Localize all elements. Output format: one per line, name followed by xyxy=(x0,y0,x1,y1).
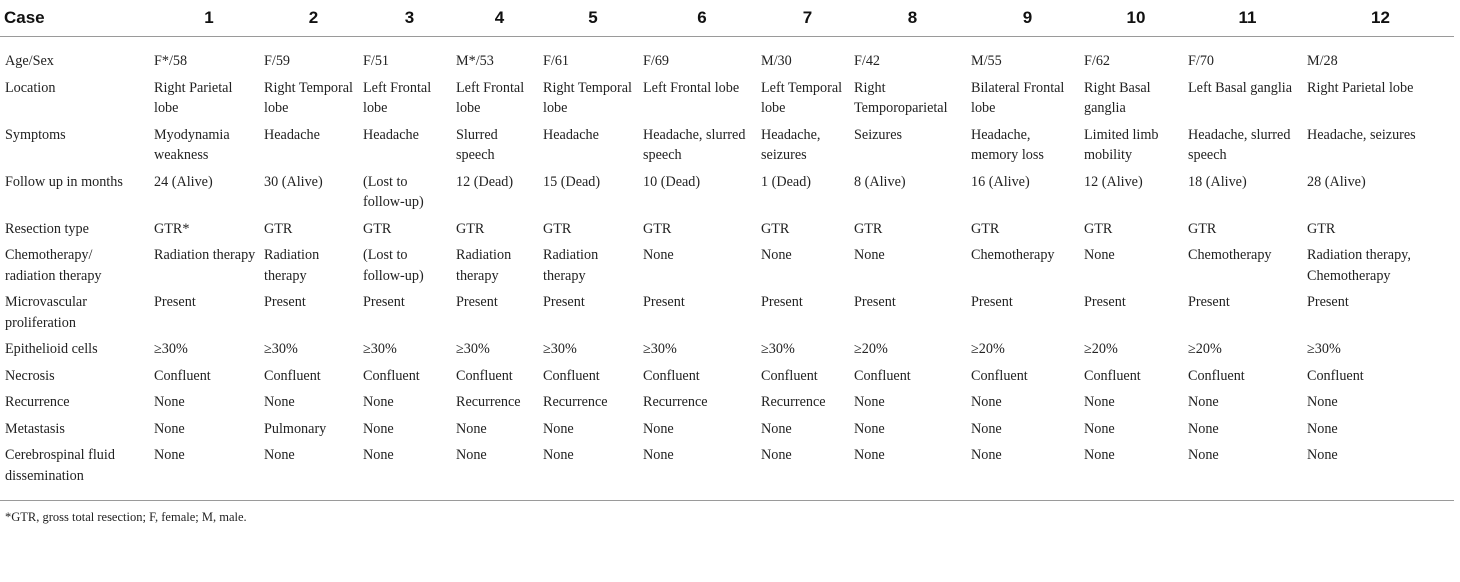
table-cell: Recurrence xyxy=(543,394,608,410)
table-cell: Present xyxy=(643,294,685,310)
table-cell: Present xyxy=(761,294,803,310)
table-cell: Headache, slurred speech xyxy=(643,126,746,163)
table-cell: GTR* xyxy=(154,220,190,237)
table-cell: Present xyxy=(1084,294,1126,310)
table-cell: Radiation therapy xyxy=(543,247,599,284)
table-footnote: *GTR, gross total resection; F, female; M, male. xyxy=(5,510,247,524)
table-cell: None xyxy=(154,394,185,410)
table-row xyxy=(0,245,1454,292)
table-cell: GTR xyxy=(854,220,883,237)
table-cell: None xyxy=(1307,445,1454,501)
table-cell: ≥30% xyxy=(363,341,397,357)
case-number-header: 10 xyxy=(1084,0,1188,37)
table-cell: None xyxy=(971,420,1002,437)
table-cell: None xyxy=(1307,420,1338,437)
table-row xyxy=(0,339,1454,366)
table-cell: Radiation therapy, Chemotherapy xyxy=(1307,247,1411,284)
table-header xyxy=(0,0,1454,37)
table-cell: ≥30% xyxy=(154,341,188,357)
table-cell: None xyxy=(154,420,185,437)
table-cell: 8 (Alive) xyxy=(854,173,906,190)
row-label: Microvascular proliferation xyxy=(5,294,87,331)
table-cell: Myodynamia weakness xyxy=(154,126,230,163)
case-number-header: 2 xyxy=(264,0,363,37)
table-cell: Slurred speech xyxy=(456,126,498,163)
table-cell: F/51 xyxy=(363,53,390,69)
table-cell: ≥30% xyxy=(1307,341,1341,357)
table-cell: None xyxy=(854,445,971,501)
table-cell: Limited limb mobility xyxy=(1084,126,1159,163)
table-cell: ≥30% xyxy=(643,341,677,357)
table-cell: None xyxy=(1084,247,1115,263)
table-cell: None xyxy=(854,247,885,263)
table-cell: M/55 xyxy=(971,53,1002,69)
table-cell: 28 (Alive) xyxy=(1307,173,1366,190)
table-cell: Headache, seizures xyxy=(1307,126,1416,143)
table-cell: F/42 xyxy=(854,53,881,69)
table-cell: Left Basal ganglia xyxy=(1188,79,1293,96)
table-cell: Left Frontal lobe xyxy=(643,79,740,96)
table-cell: Confluent xyxy=(854,367,911,384)
table-cell: None xyxy=(1307,394,1338,410)
table-cell: None xyxy=(264,445,363,501)
table-cell: 16 (Alive) xyxy=(971,173,1030,190)
table-cell: None xyxy=(971,394,1002,410)
table-cell: Confluent xyxy=(543,367,600,384)
table-cell: None xyxy=(456,420,487,437)
table-cell: None xyxy=(154,445,264,501)
table-cell: Headache, memory loss xyxy=(971,126,1044,163)
table-cell: 1 (Dead) xyxy=(761,173,812,190)
case-number-header: 1 xyxy=(154,0,264,37)
table-cell: F/69 xyxy=(643,53,670,69)
table-cell: Headache xyxy=(264,126,320,143)
table-cell: None xyxy=(1188,394,1219,410)
table-cell: Right Temporal lobe xyxy=(264,79,353,116)
table-row xyxy=(0,419,1454,446)
table-cell: Confluent xyxy=(456,367,513,384)
table-cell: Recurrence xyxy=(761,394,826,410)
table-cell: Left Frontal lobe xyxy=(456,79,525,116)
table-row xyxy=(0,78,1454,125)
row-label: Recurrence xyxy=(5,394,70,410)
table-cell: None xyxy=(363,445,456,501)
case-number-header: 4 xyxy=(456,0,543,37)
table-cell: Chemotherapy xyxy=(971,247,1055,263)
row-label: Age/Sex xyxy=(5,53,54,69)
case-number-header: 8 xyxy=(854,0,971,37)
table-row xyxy=(0,172,1454,219)
table-cell: Chemotherapy xyxy=(1188,247,1272,263)
table-cell: Right Parietal lobe xyxy=(154,79,233,116)
table-cell: 10 (Dead) xyxy=(643,173,701,190)
case-number-header: 7 xyxy=(761,0,854,37)
table-cell: None xyxy=(643,445,761,501)
table-cell: None xyxy=(854,420,885,437)
table-cell: (Lost to follow-up) xyxy=(363,173,424,210)
table-cell: Radiation therapy xyxy=(456,247,512,284)
table-row xyxy=(0,125,1454,172)
table-cell: None xyxy=(1084,445,1188,501)
table-cell: GTR xyxy=(264,220,293,237)
table-cell: GTR xyxy=(761,220,790,237)
case-column-header: Case xyxy=(0,0,154,37)
row-label: Chemotherapy/ radiation therapy xyxy=(5,247,102,284)
table-cell: Bilateral Frontal lobe xyxy=(971,79,1065,116)
table-cell: Confluent xyxy=(363,367,420,384)
table-cell: None xyxy=(264,394,295,410)
table-cell: Present xyxy=(363,294,405,310)
table-row xyxy=(0,292,1454,339)
table-cell: 18 (Alive) xyxy=(1188,173,1247,190)
table-cell: Present xyxy=(854,294,896,310)
table-cell: Confluent xyxy=(154,367,211,384)
table-cell: None xyxy=(854,394,885,410)
table-cell: Confluent xyxy=(264,367,321,384)
table-cell: 15 (Dead) xyxy=(543,173,601,190)
table-cell: F/70 xyxy=(1188,53,1215,69)
table-cell: None xyxy=(363,394,394,410)
row-label: Resection type xyxy=(5,220,89,237)
row-label: Necrosis xyxy=(5,367,55,384)
table-row xyxy=(0,219,1454,246)
table-cell: M*/53 xyxy=(456,53,494,69)
row-label: Symptoms xyxy=(5,126,66,143)
table-row xyxy=(0,445,1454,501)
table-cell: M/30 xyxy=(761,53,792,69)
table-cell: Seizures xyxy=(854,126,903,143)
table-cell: Confluent xyxy=(643,367,700,384)
row-label: Metastasis xyxy=(5,420,65,437)
table-cell: Present xyxy=(1188,294,1230,310)
table-cell: Recurrence xyxy=(456,394,521,410)
case-number-header: 9 xyxy=(971,0,1084,37)
case-number-header: 5 xyxy=(543,0,643,37)
table-cell: F*/58 xyxy=(154,53,188,69)
case-number-header: 11 xyxy=(1188,0,1307,37)
header-row xyxy=(0,0,1454,37)
row-label: Epithelioid cells xyxy=(5,341,98,357)
table-cell: None xyxy=(643,420,674,437)
table-cell: Confluent xyxy=(1307,367,1364,384)
table-cell: GTR xyxy=(1084,220,1113,237)
table-row xyxy=(0,366,1454,393)
table-cell: F/59 xyxy=(264,53,291,69)
table-cell: ≥30% xyxy=(543,341,577,357)
table-cell: F/61 xyxy=(543,53,570,69)
table-cell: None xyxy=(761,247,792,263)
table-cell: Pulmonary xyxy=(264,420,327,437)
table-cell: Left Frontal lobe xyxy=(363,79,432,116)
table-cell: ≥30% xyxy=(264,341,298,357)
table-cell: GTR xyxy=(456,220,485,237)
row-label: Location xyxy=(5,79,56,96)
table-cell: None xyxy=(363,420,394,437)
table-cell: Right Temporoparietal xyxy=(854,79,948,116)
table-cell: Radiation therapy xyxy=(264,247,320,284)
table-cell: (Lost to follow-up) xyxy=(363,247,424,284)
table-cell: Headache xyxy=(543,126,599,143)
table-cell: Recurrence xyxy=(643,394,708,410)
table-cell: None xyxy=(643,247,674,263)
table-cell: 12 (Alive) xyxy=(1084,173,1143,190)
table-cell: ≥30% xyxy=(761,341,795,357)
table-cell: 12 (Dead) xyxy=(456,173,514,190)
table-cell: Present xyxy=(971,294,1013,310)
table-cell: Present xyxy=(543,294,585,310)
table-cell: None xyxy=(761,445,854,501)
table-cell: None xyxy=(761,420,792,437)
table-cell: Right Basal ganglia xyxy=(1084,79,1151,116)
table-cell: ≥20% xyxy=(1188,341,1222,357)
table-cell: Headache, seizures xyxy=(761,126,821,163)
table-cell: Right Temporal lobe xyxy=(543,79,632,116)
table-cell: GTR xyxy=(971,220,1000,237)
table-cell: Headache xyxy=(363,126,419,143)
table-cell: GTR xyxy=(1307,220,1336,237)
row-label: Cerebrospinal fluid dissemination xyxy=(0,445,154,501)
table-cell: 24 (Alive) xyxy=(154,173,213,190)
table-cell: None xyxy=(543,420,574,437)
table-cell: ≥30% xyxy=(456,341,490,357)
table-cell: Radiation therapy xyxy=(154,247,256,263)
table-cell: Present xyxy=(264,294,306,310)
case-number-header: 6 xyxy=(643,0,761,37)
table-cell: None xyxy=(1188,445,1307,501)
table-cell: ≥20% xyxy=(971,341,1005,357)
table-cell: F/62 xyxy=(1084,53,1111,69)
table-cell: GTR xyxy=(363,220,392,237)
table-cell: None xyxy=(971,445,1084,501)
table-cell: GTR xyxy=(643,220,672,237)
row-label: Follow up in months xyxy=(5,173,123,190)
table-cell: GTR xyxy=(1188,220,1217,237)
table-cell: None xyxy=(1084,394,1115,410)
table-cell: GTR xyxy=(543,220,572,237)
table-body xyxy=(0,37,1454,501)
table-cell: Confluent xyxy=(971,367,1028,384)
table-cell: Confluent xyxy=(1188,367,1245,384)
table-cell: 30 (Alive) xyxy=(264,173,323,190)
table-cell: ≥20% xyxy=(854,341,888,357)
table-row xyxy=(0,37,1454,78)
case-number-header: 12 xyxy=(1307,0,1454,37)
table-cell: None xyxy=(543,445,643,501)
case-number-header: 3 xyxy=(363,0,456,37)
table-cell: None xyxy=(1084,420,1115,437)
table-cell: None xyxy=(1188,420,1219,437)
table-cell: M/28 xyxy=(1307,53,1338,69)
table-cell: Present xyxy=(456,294,498,310)
table-cell: Confluent xyxy=(761,367,818,384)
table-cell: Headache, slurred speech xyxy=(1188,126,1291,163)
table-cell: Present xyxy=(154,294,196,310)
table-cell: Confluent xyxy=(1084,367,1141,384)
table-cell: Left Temporal lobe xyxy=(761,79,843,116)
table-cell: None xyxy=(456,445,543,501)
table-cell: ≥20% xyxy=(1084,341,1118,357)
table-cell: Present xyxy=(1307,294,1349,310)
table-row xyxy=(0,392,1454,419)
table-cell: Right Parietal lobe xyxy=(1307,79,1414,96)
